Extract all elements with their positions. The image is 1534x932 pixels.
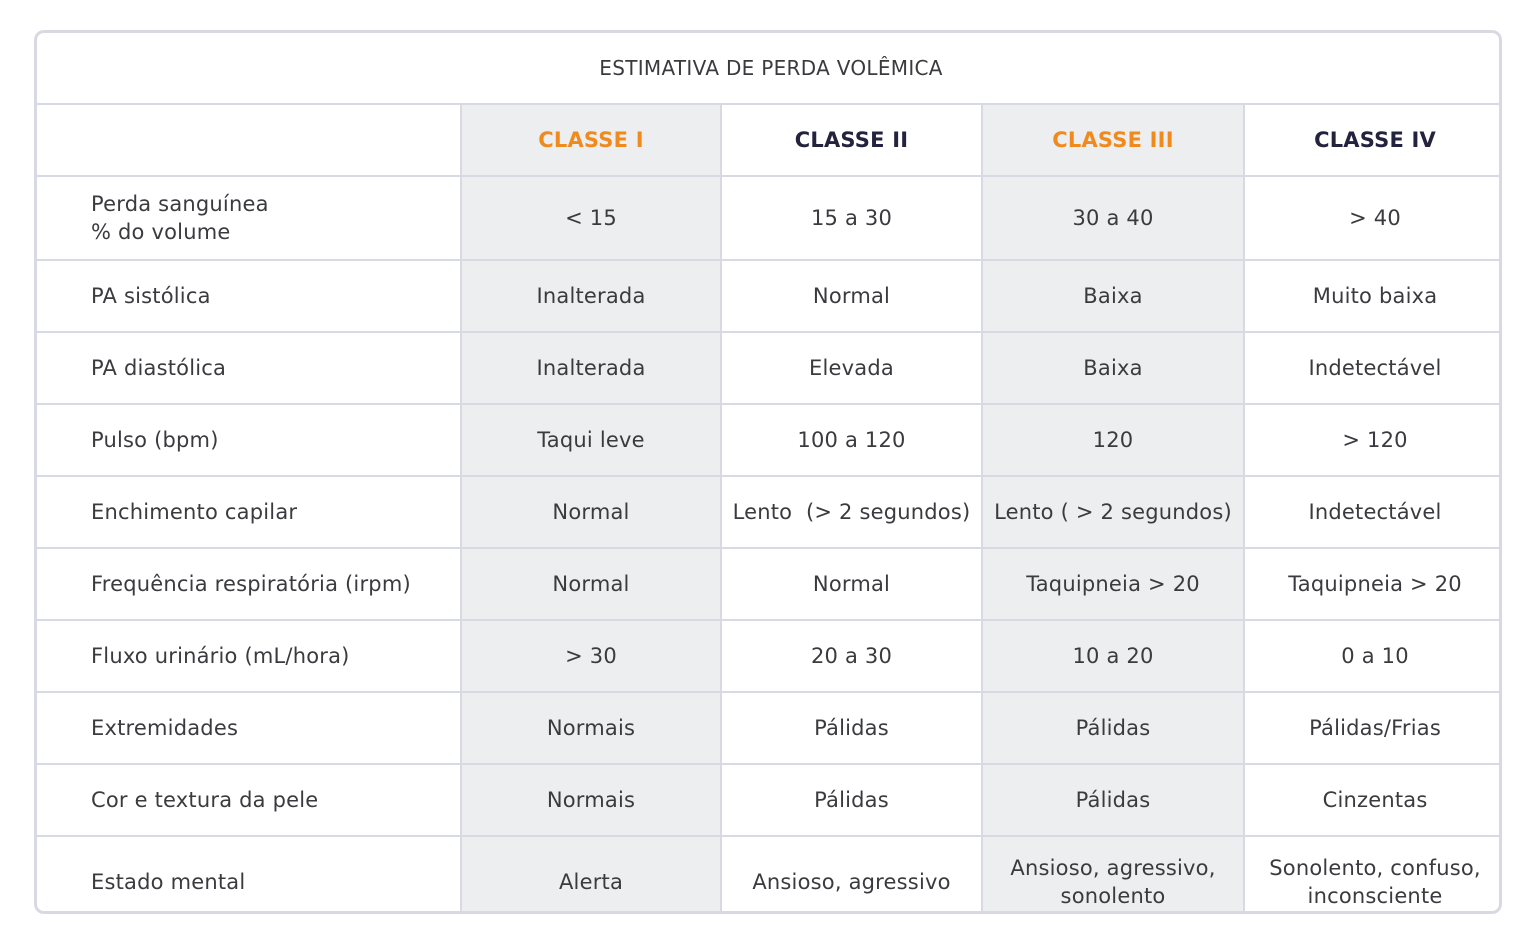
table-cell: Normal	[461, 476, 721, 548]
table-row	[37, 404, 1502, 476]
row-label: PA diastólica	[37, 332, 461, 404]
table-cell: Normal	[461, 548, 721, 620]
cell-line: sonolento	[1060, 884, 1166, 908]
volume-loss-table	[37, 33, 1502, 914]
row-label-line: Perda sanguínea	[91, 192, 269, 216]
table-cell: 0 a 10	[1244, 620, 1502, 692]
table-row	[37, 836, 1502, 914]
table-cell: > 30	[461, 620, 721, 692]
table-cell: 100 a 120	[721, 404, 982, 476]
table-cell: Normal	[721, 548, 982, 620]
table-row	[37, 620, 1502, 692]
header-classe-ii: CLASSE II	[721, 104, 982, 176]
table-cell: Pálidas	[982, 764, 1244, 836]
class-header-row	[37, 104, 1502, 176]
table-cell: Baixa	[982, 260, 1244, 332]
table-cell: 120	[982, 404, 1244, 476]
table-cell: Pálidas	[982, 692, 1244, 764]
row-label: PA sistólica	[37, 260, 461, 332]
header-classe-iv: CLASSE IV	[1244, 104, 1502, 176]
header-classe-i: CLASSE I	[461, 104, 721, 176]
table-cell: Pálidas	[721, 692, 982, 764]
row-label: Extremidades	[37, 692, 461, 764]
table-row	[37, 260, 1502, 332]
row-label: Pulso (bpm)	[37, 404, 461, 476]
row-label	[37, 176, 461, 260]
table-cell: < 15	[461, 176, 721, 260]
table-cell: Inalterada	[461, 260, 721, 332]
table-title: ESTIMATIVA DE PERDA VOLÊMICA	[37, 33, 1502, 104]
table-cell: Pálidas	[721, 764, 982, 836]
table-cell: 10 a 20	[982, 620, 1244, 692]
table-row	[37, 692, 1502, 764]
table-cell: Indetectável	[1244, 476, 1502, 548]
table-cell: Cinzentas	[1244, 764, 1502, 836]
table-cell	[1244, 836, 1502, 914]
row-label-line: % do volume	[91, 220, 231, 244]
table-cell: Lento (> 2 segundos)	[721, 476, 982, 548]
table-row	[37, 176, 1502, 260]
table-cell	[982, 836, 1244, 914]
row-label: Fluxo urinário (mL/hora)	[37, 620, 461, 692]
table-cell: Taquipneia > 20	[1244, 548, 1502, 620]
cell-line: Ansioso, agressivo,	[1010, 856, 1216, 880]
table-row	[37, 548, 1502, 620]
row-label: Frequência respiratória (irpm)	[37, 548, 461, 620]
row-label: Estado mental	[37, 836, 461, 914]
volume-loss-table-card	[34, 30, 1502, 914]
table-cell: > 40	[1244, 176, 1502, 260]
table-cell: 30 a 40	[982, 176, 1244, 260]
table-cell: Pálidas/Frias	[1244, 692, 1502, 764]
table-cell: Normais	[461, 764, 721, 836]
table-cell: Indetectável	[1244, 332, 1502, 404]
table-row	[37, 476, 1502, 548]
header-classe-iii: CLASSE III	[982, 104, 1244, 176]
table-cell: > 120	[1244, 404, 1502, 476]
table-row	[37, 764, 1502, 836]
table-cell: Baixa	[982, 332, 1244, 404]
row-label: Cor e textura da pele	[37, 764, 461, 836]
table-cell: Normais	[461, 692, 721, 764]
table-cell: 20 a 30	[721, 620, 982, 692]
header-corner-cell	[37, 104, 461, 176]
table-cell: Normal	[721, 260, 982, 332]
cell-line: Sonolento, confuso,	[1269, 856, 1481, 880]
table-cell: Muito baixa	[1244, 260, 1502, 332]
table-cell: Elevada	[721, 332, 982, 404]
table-cell: 15 a 30	[721, 176, 982, 260]
table-row	[37, 332, 1502, 404]
cell-line: inconsciente	[1307, 884, 1443, 908]
table-cell: Inalterada	[461, 332, 721, 404]
table-cell: Alerta	[461, 836, 721, 914]
row-label: Enchimento capilar	[37, 476, 461, 548]
table-cell: Lento ( > 2 segundos)	[982, 476, 1244, 548]
table-cell: Taquipneia > 20	[982, 548, 1244, 620]
table-cell: Ansioso, agressivo	[721, 836, 982, 914]
table-cell: Taqui leve	[461, 404, 721, 476]
